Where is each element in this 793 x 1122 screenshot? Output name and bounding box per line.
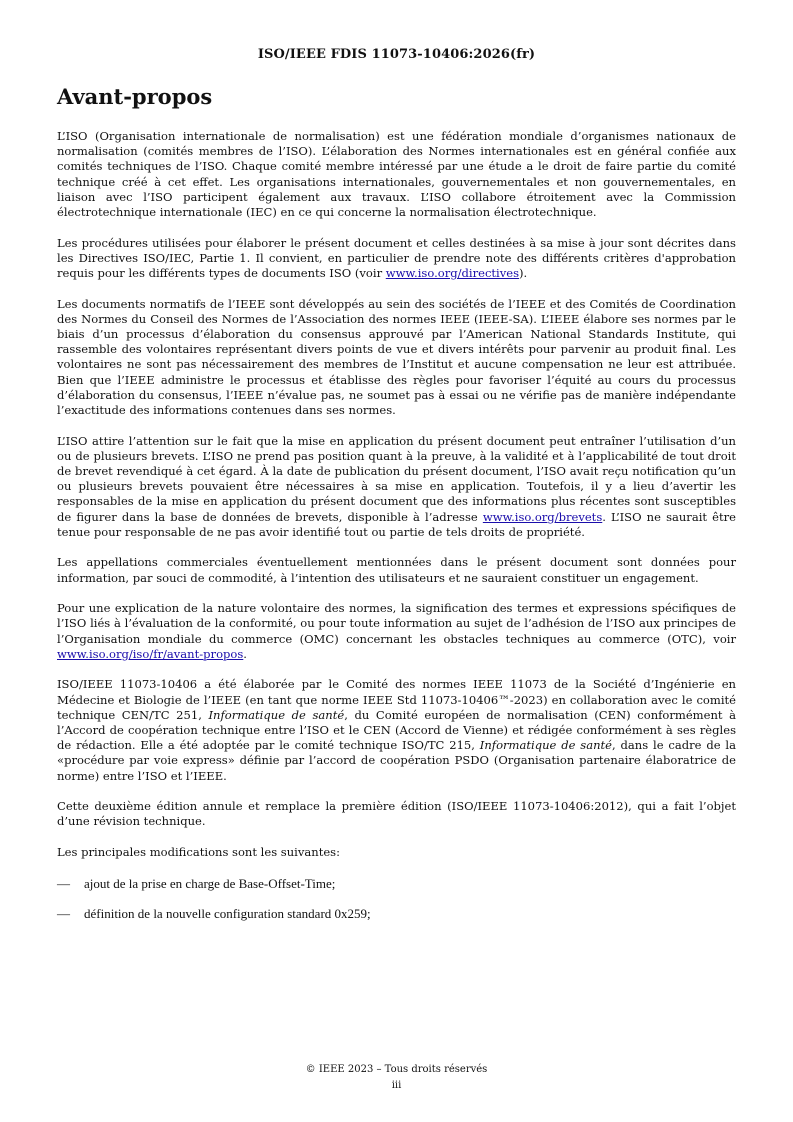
paragraph-7 bbox=[57, 677, 736, 783]
foreword-link[interactable]: www.iso.org/iso/fr/avant-propos bbox=[57, 646, 244, 661]
paragraph-1: L’ISO (Organisation internationale de normalisation) est une fédération mondiale d’organismes nationaux de normalisation (comités membres de l’ISO). L’élaboration des Normes internationales est en général confiée aux comités techniques de l’ISO. Chaque comité membre intéressé par une étude a le droit de faire partie du comité technique créé à cet effet. Les organisations internationales, gouvernementales et non gouvernementales, en liaison avec l’ISO participent également aux travaux. L’ISO collabore étroitement avec la Commission électrotechnique internationale (IEC) en ce qui concerne la normalisation électrotechnique. bbox=[57, 129, 736, 220]
list-dash: — bbox=[57, 906, 70, 922]
paragraph-6 bbox=[57, 601, 736, 662]
footer-copyright: © IEEE 2023 – Tous droits réservés bbox=[305, 1064, 488, 1075]
document-body bbox=[57, 129, 736, 937]
list-item-text: définition de la nouvelle configuration standard 0x259; bbox=[84, 906, 371, 922]
page-number: iii bbox=[391, 1080, 402, 1091]
paragraph-9: Les principales modifications sont les suivantes: bbox=[57, 845, 340, 860]
page-title: Avant-propos bbox=[57, 84, 213, 109]
paragraph-7-text-c: , dans le cadre de la «procédure par voie express» définie par l’accord de coopération PSDO (Organisation partenaire élaboratrice de norme) entre l’ISO et l’IEEE. bbox=[57, 738, 737, 783]
paragraph-8: Cette deuxième édition annule et remplace la première édition (ISO/IEEE 11073-10406:2012), qui a fait l’objet d’une révision technique. bbox=[57, 799, 736, 829]
paragraph-2-text: Les procédures utilisées pour élaborer le présent document et celles destinées à sa mise à jour sont décrites dans les Directives ISO/IEC, Partie 1. Il convient, en particulier de prendre note des différents critères d'approbation requis pour les différents types de documents ISO (voir bbox=[57, 235, 736, 281]
document-id-header: ISO/IEEE FDIS 11073-10406:2026(fr) bbox=[257, 47, 536, 62]
list-item bbox=[57, 876, 736, 891]
patents-link[interactable]: www.iso.org/brevets bbox=[482, 509, 603, 524]
paragraph-5: Les appellations commerciales éventuellement mentionnées dans le présent document sont données pour information, par souci de commodité, à l’intention des utilisateurs et ne sauraient constituer un engagement. bbox=[57, 555, 736, 585]
committee-name-italic-2: Informatique de santé bbox=[479, 738, 613, 753]
list-dash: — bbox=[57, 875, 70, 891]
list-item bbox=[57, 906, 736, 921]
paragraph-4 bbox=[57, 434, 736, 540]
paragraph-4-tail: . L’ISO ne saurait être tenue pour responsable de ne pas avoir identifié tout ou partie de tels droits de propriété. bbox=[57, 509, 736, 539]
paragraph-3: Les documents normatifs de l’IEEE sont développés au sein des sociétés de l’IEEE et des Comités de Coordination des Normes du Conseil des Normes de l’Association des normes IEEE (IEEE-SA). L’IEEE élabore ses normes par le biais d’un processus d’élaboration du consensus approuvé par l’American National Standards Institute, qui rassemble des volontaires représentant divers points de vue et divers intérêts pour parvenir au produit final. Les volontaires ne sont pas nécessairement des membres de l’Institut et aucune compensation ne leur est attribuée. Bien que l’IEEE administre le processus et établisse des règles pour favoriser l’équité au cours du processus d’élaboration du consensus, l’IEEE n’évalue pas, ne soumet pas à essai ou ne vérifie pas de manière indépendante l’exactitude des informations contenues dans ses normes. bbox=[57, 296, 736, 418]
paragraph-7-text-b: , du Comité européen de normalisation (CEN) conformément à l’Accord de coopération technique entre l’ISO et le CEN (Accord de Vienne) et rédigée conformément à ses règles de rédaction. Elle a été adoptée par le comité technique ISO/TC 215, bbox=[57, 707, 737, 753]
list-item-text: ajout de la prise en charge de Base-Offset-Time; bbox=[84, 875, 336, 891]
paragraph-6-text: Pour une explication de la nature volontaire des normes, la signification des termes et expressions spécifiques de l’ISO liés à l’évaluation de la conformité, ou pour toute information au sujet de l’adhésion de l’ISO aux principes de l’Organisation mondiale du commerce (OMC) concernant les obstacles techniques au commerce (OTC), voir bbox=[57, 601, 736, 646]
paragraph-2-tail: ). bbox=[519, 266, 528, 281]
paragraph-2 bbox=[57, 236, 736, 282]
paragraph-6-tail: . bbox=[243, 646, 247, 661]
directives-link[interactable]: www.iso.org/directives bbox=[385, 266, 520, 281]
paragraph-4-text: L’ISO attire l’attention sur le fait que la mise en application du présent document peut entraîner l’utilisation d’un ou de plusieurs brevets. L’ISO ne prend pas position quant à la preuve, à la validité et à l’applicabilité de tout droit de brevet revendiqué à cet égard. À la date de publication du présent document, l’ISO avait reçu notification qu’un ou plusieurs brevets pouvaient être nécessaires à sa mise en application. Toutefois, il y a lieu d’avertir les responsables de la mise en application du présent document que des informations plus récentes sont susceptibles de figurer dans la base de données de brevets, disponible à l’adresse bbox=[57, 433, 736, 524]
paragraph-7-text-a: ISO/IEEE 11073-10406 a été élaborée par le Comité des normes IEEE 11073 de la Société d’Ingénierie en Médecine et Biologie de l’IEEE (en tant que norme IEEE Std 11073-10406™-2023) en collaboration avec le comité technique CEN/TC 251, bbox=[57, 677, 736, 722]
committee-name-italic-1: Informatique de santé bbox=[208, 707, 345, 722]
